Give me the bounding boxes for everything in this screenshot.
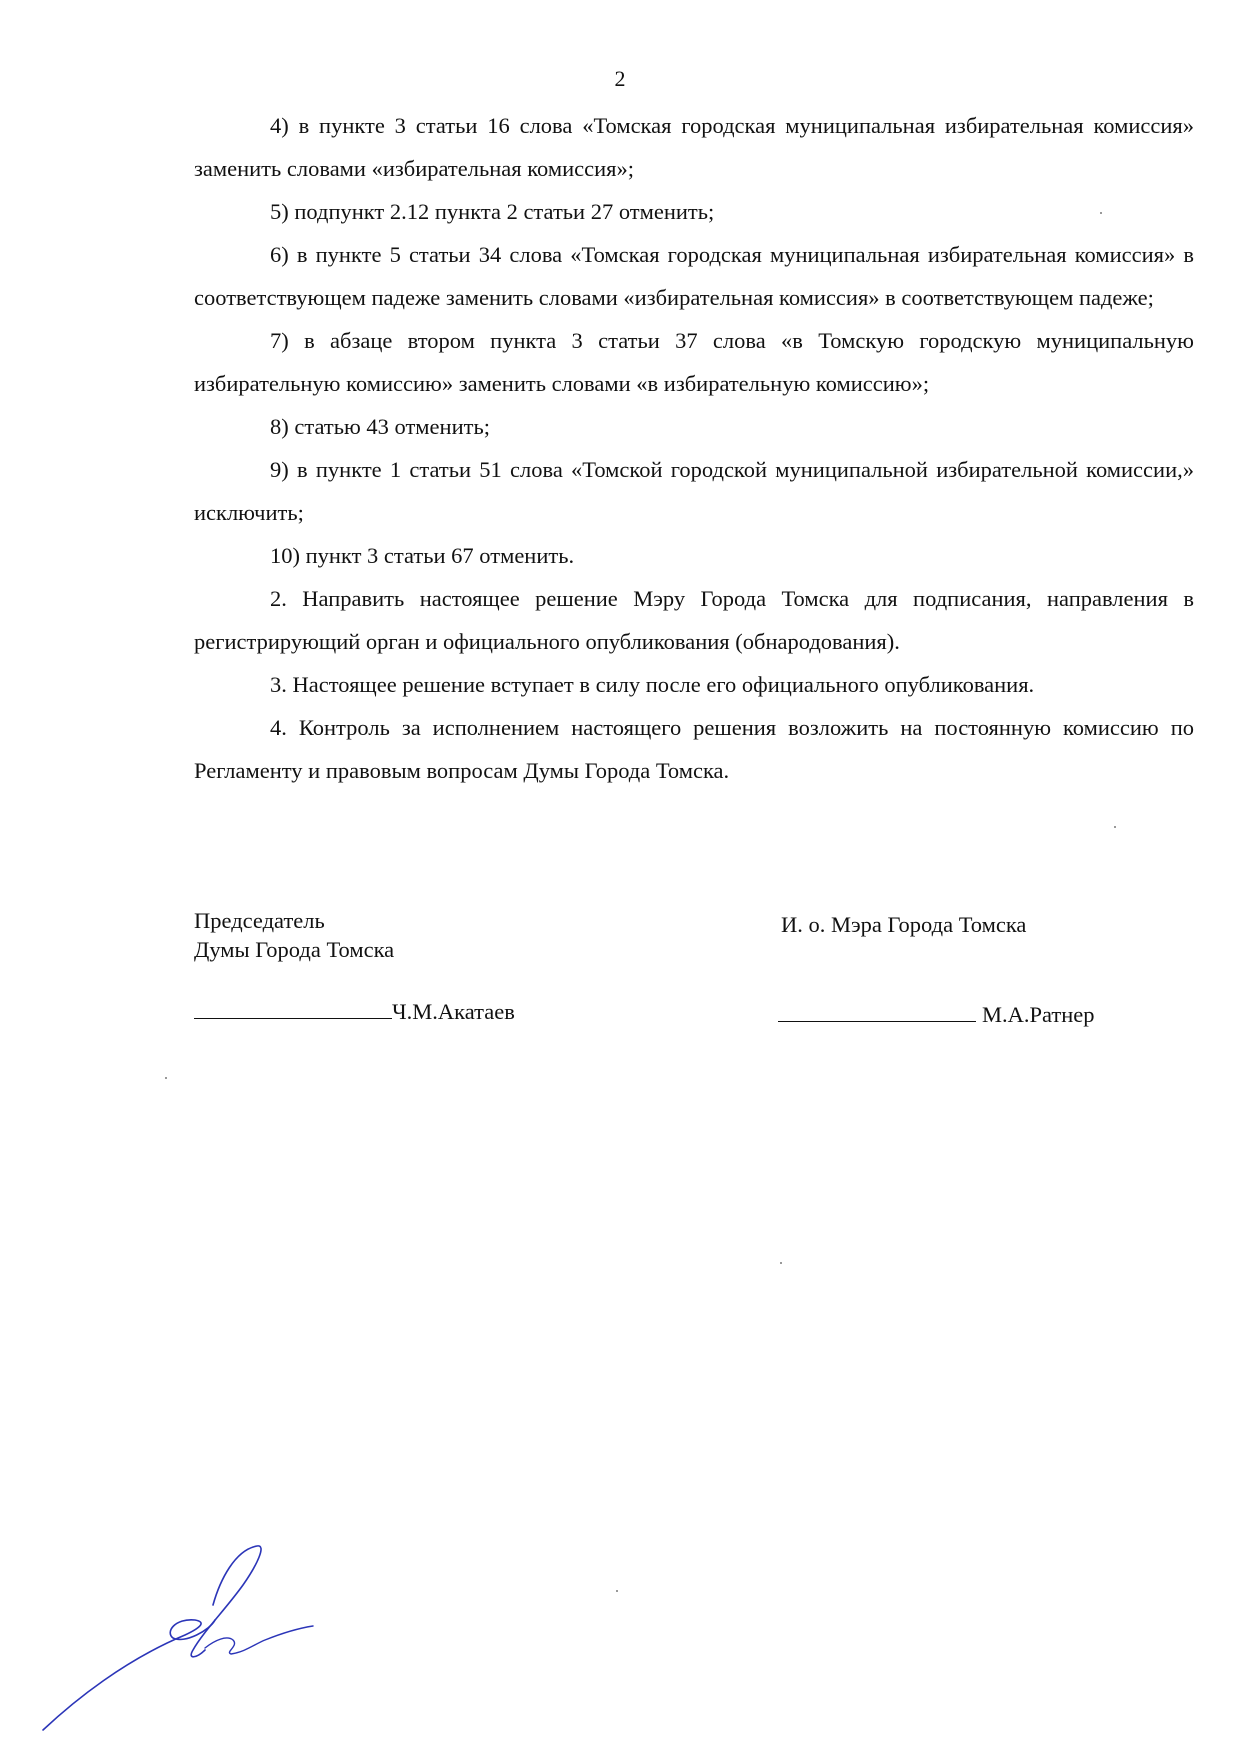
handwritten-signature-icon: [35, 1540, 315, 1740]
paragraph-item-6: 6) в пункте 5 статьи 34 слова «Томская городская муниципальная избирательная комиссия» в соответствующем падеже заменить словами «избирательная комиссия» в соответствующем падеже;: [194, 242, 1194, 310]
scan-speck: [165, 1077, 167, 1079]
paragraph-item-7: 7) в абзаце втором пункта 3 статьи 37 слова «в Томскую городскую муниципальную избирательную комиссию» заменить словами «в избирательную комиссию»;: [194, 328, 1194, 396]
paragraph-item-9: 9) в пункте 1 статьи 51 слова «Томской городской муниципальной избирательной комиссии,» исключить;: [194, 457, 1194, 525]
signatory-left-title: [194, 906, 394, 964]
scan-speck: [780, 1262, 782, 1264]
scan-speck: [616, 1590, 618, 1592]
signatory-right-title-text: И. о. Мэра Города Томска: [781, 912, 1027, 937]
scan-speck: [1100, 212, 1102, 214]
signature-blank-left: [194, 996, 392, 1019]
document-body: [194, 104, 1194, 792]
signatory-left-name: Ч.М.Акатаев: [392, 999, 515, 1024]
signature-blank-right: [778, 999, 976, 1022]
signature-line-right: [778, 999, 1095, 1028]
scan-speck: [1114, 826, 1116, 828]
paragraph-section-2: 2. Направить настоящее решение Мэру Города Томска для подписания, направления в регистрирующий орган и официального опубликования (обнародования).: [194, 586, 1194, 654]
paragraph-section-3: 3. Настоящее решение вступает в силу после его официального опубликования.: [270, 672, 1035, 697]
signatory-left-title-line1: Председатель: [194, 908, 325, 933]
paragraph-item-8: 8) статью 43 отменить;: [270, 414, 490, 439]
signature-line-left: [194, 996, 515, 1025]
paragraph-item-5: 5) подпункт 2.12 пункта 2 статьи 27 отменить;: [270, 199, 715, 224]
page-number: 2: [614, 66, 626, 91]
paragraph-item-10: 10) пункт 3 статьи 67 отменить.: [270, 543, 575, 568]
signatory-right-title: [781, 910, 1026, 939]
signatory-right-name: М.А.Ратнер: [982, 1002, 1095, 1027]
signatory-left-title-line2: Думы Города Томска: [194, 937, 395, 962]
paragraph-section-4: 4. Контроль за исполнением настоящего решения возложить на постоянную комиссию по Регламенту и правовым вопросам Думы Города Томска.: [194, 715, 1194, 783]
paragraph-item-4: 4) в пункте 3 статьи 16 слова «Томская городская муниципальная избирательная комиссия» заменить словами «избирательная комиссия»;: [194, 113, 1194, 181]
